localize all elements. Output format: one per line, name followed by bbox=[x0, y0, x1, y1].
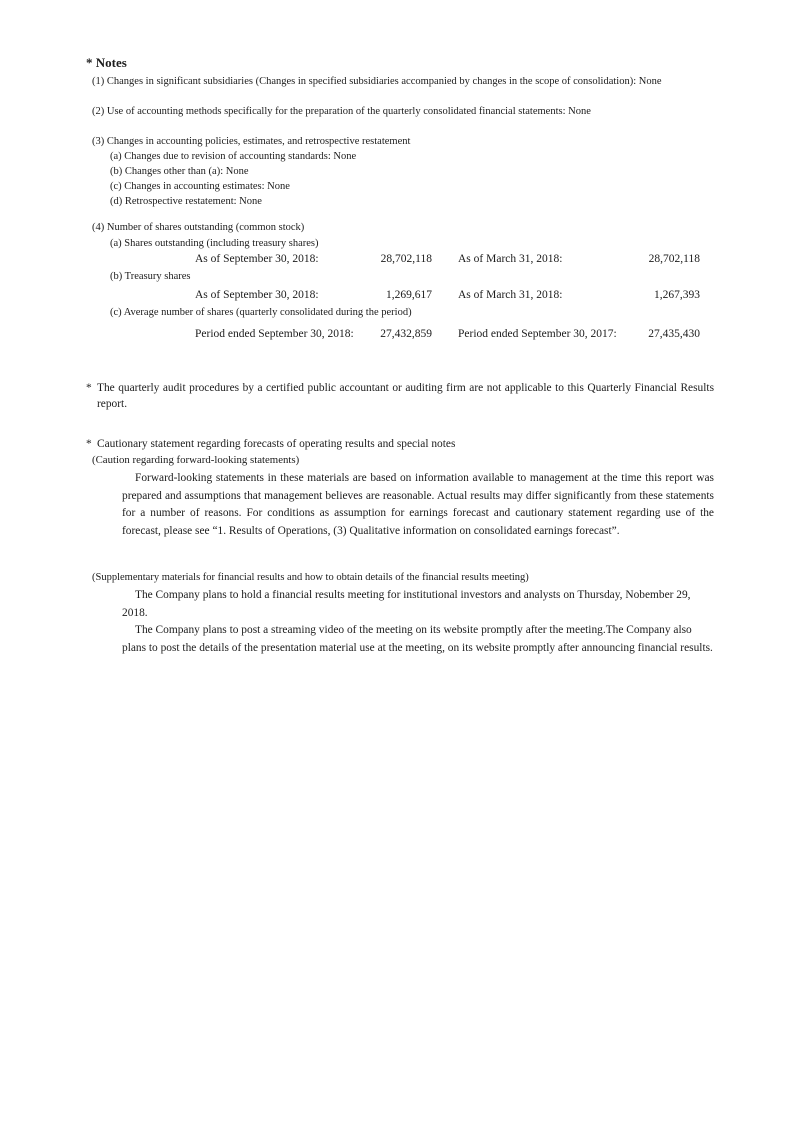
treasury-shares-label: (b) Treasury shares bbox=[110, 271, 191, 282]
note-item-4-header: (4) Number of shares outstanding (common stock) bbox=[92, 222, 305, 233]
shares-outstanding-date-2: As of March 31, 2018: bbox=[458, 253, 563, 265]
average-shares-period-2: Period ended September 30, 2017: bbox=[458, 328, 617, 340]
note-item-3b: (b) Changes other than (a): None bbox=[110, 166, 249, 177]
treasury-shares-value-2: 1,267,393 bbox=[654, 289, 700, 301]
note-item-3 bbox=[86, 134, 714, 209]
cautionary-title: Cautionary statement regarding forecasts of operating results and special notes bbox=[97, 438, 456, 450]
note-item-4 bbox=[86, 220, 714, 342]
cautionary-subtitle: (Caution regarding forward-looking statements) bbox=[92, 454, 300, 466]
treasury-shares-value-1: 1,269,617 bbox=[386, 289, 432, 301]
note-item-2: (2) Use of accounting methods specifically for the preparation of the quarterly consolidated financial statements: None bbox=[92, 106, 591, 117]
supplementary-paragraph-2: The Company plans to post a streaming video of the meeting on its website promptly after the meeting.The Company also plans to post the details of the presentation material use at the meeting, on its website promptly after announcing financial results. bbox=[122, 624, 713, 654]
supplementary-section bbox=[86, 570, 714, 657]
treasury-shares-row bbox=[86, 287, 714, 303]
average-shares-label: (c) Average number of shares (quarterly consolidated during the period) bbox=[110, 307, 412, 318]
supplementary-paragraph-1: The Company plans to hold a financial results meeting for institutional investors and analysts on Thursday, Nobember 29, 2018. bbox=[122, 589, 691, 619]
treasury-shares-date-2: As of March 31, 2018: bbox=[458, 289, 563, 301]
note-item-3-header: (3) Changes in accounting policies, estimates, and retrospective restatement bbox=[92, 136, 411, 147]
audit-note bbox=[86, 380, 714, 412]
treasury-shares-date-1: As of September 30, 2018: bbox=[195, 289, 319, 301]
cautionary-marker: * bbox=[86, 438, 92, 450]
average-shares-row bbox=[86, 326, 714, 342]
shares-outstanding-row bbox=[86, 251, 714, 267]
note-item-3d: (d) Retrospective restatement: None bbox=[110, 196, 262, 207]
note-item-3a: (a) Changes due to revision of accounting standards: None bbox=[110, 151, 357, 162]
notes-heading: * Notes bbox=[86, 55, 127, 70]
audit-note-marker: * bbox=[86, 382, 92, 394]
average-shares-period-1: Period ended September 30, 2018: bbox=[195, 328, 354, 340]
shares-outstanding-label: (a) Shares outstanding (including treasury shares) bbox=[110, 238, 319, 249]
note-item-1: (1) Changes in significant subsidiaries (Changes in specified subsidiaries accompanied by changes in the scope of consolidation): None bbox=[92, 76, 662, 87]
note-item-3c: (c) Changes in accounting estimates: None bbox=[110, 181, 290, 192]
cautionary-statement bbox=[86, 436, 714, 540]
shares-outstanding-value-1: 28,702,118 bbox=[380, 253, 432, 265]
average-shares-value-1: 27,432,859 bbox=[380, 328, 432, 340]
supplementary-title: (Supplementary materials for financial results and how to obtain details of the financial results meeting) bbox=[92, 572, 529, 583]
shares-outstanding-value-2: 28,702,118 bbox=[648, 253, 700, 265]
forward-looking-paragraph: Forward-looking statements in these materials are based on information available to management at the time this report was prepared and assumptions that management believes are reasonable. Actual results may differ significantly from these statements for a number of reasons. For conditions as assumption for earnings forecast and cautionary statement regarding use of the forecast, please see “1. Results of Operations, (3) Qualitative information on consolidated earnings forecast”. bbox=[122, 472, 714, 537]
shares-outstanding-date-1: As of September 30, 2018: bbox=[195, 253, 319, 265]
average-shares-value-2: 27,435,430 bbox=[648, 328, 700, 340]
audit-note-text: The quarterly audit procedures by a certified public accountant or auditing firm are not applicable to this Quarterly Financial Results report. bbox=[97, 382, 714, 410]
